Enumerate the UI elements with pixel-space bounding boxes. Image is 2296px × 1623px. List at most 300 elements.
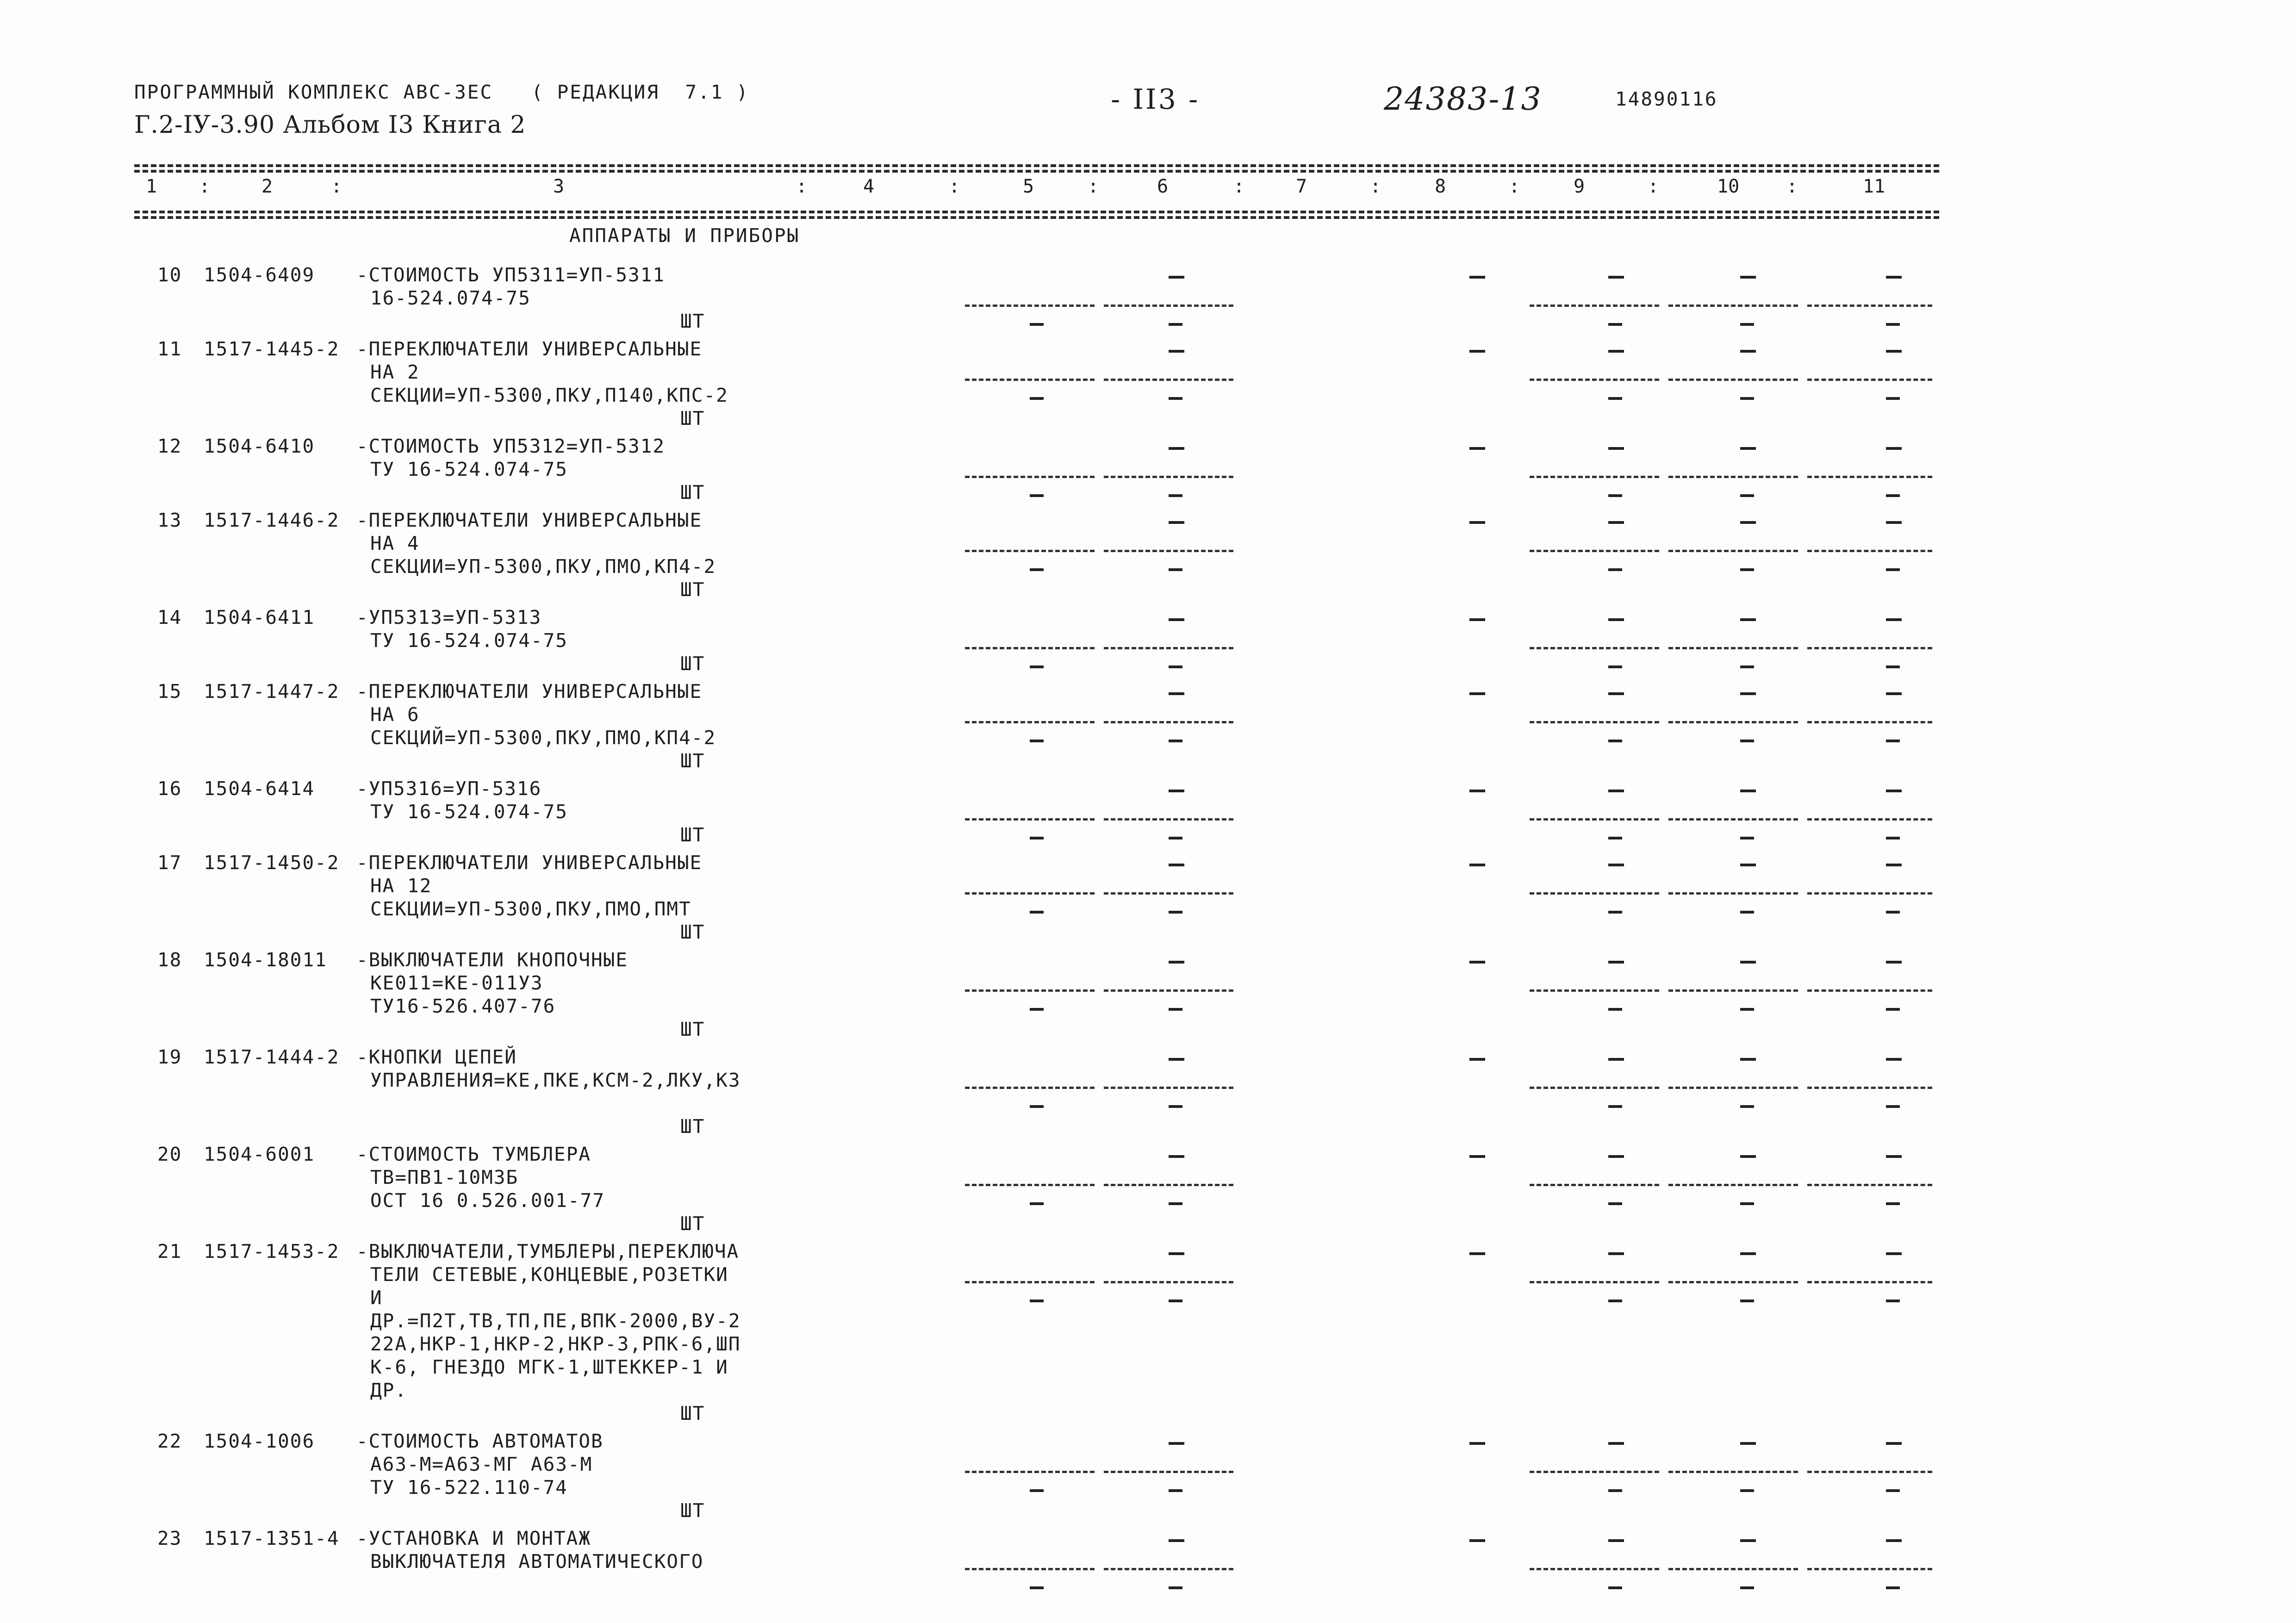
row-number: 14 — [157, 606, 182, 628]
dash-c8 — [1469, 1058, 1485, 1061]
dash-sub — [1169, 1105, 1182, 1108]
dash-c11 — [1886, 1155, 1902, 1158]
dash-sub — [1740, 1300, 1754, 1302]
value-underline — [1807, 476, 1932, 478]
dash-sub — [1740, 911, 1754, 914]
dash-sub — [1030, 323, 1044, 326]
description-line: ТЕЛИ СЕТЕВЫЕ,КОНЦЕВЫЕ,РОЗЕТКИ — [370, 1263, 728, 1286]
value-underline — [1104, 989, 1233, 992]
value-underline — [965, 892, 1095, 895]
value-underline — [1807, 305, 1932, 307]
dash-sub — [1169, 740, 1182, 742]
description-line: -УСТАНОВКА И МОНТАЖ — [356, 1527, 591, 1549]
value-underline — [1807, 1471, 1932, 1473]
dash-sub — [1608, 1202, 1622, 1205]
album-title: Г.2-IУ-3.90 Альбом I3 Книга 2 — [134, 111, 526, 139]
description-line: 22А,НКР-1,НКР-2,НКР-3,РПК-6,ШП — [370, 1333, 741, 1355]
dash-sub — [1030, 397, 1044, 400]
value-underline — [1807, 379, 1932, 381]
dash-c10 — [1740, 350, 1756, 353]
dash-c8 — [1469, 1155, 1485, 1158]
dash-c11 — [1886, 447, 1902, 450]
column-number-9: 9 — [1574, 176, 1585, 197]
dash-sub — [1169, 1489, 1182, 1492]
dash-c10 — [1740, 864, 1756, 866]
dash-sub — [1740, 1008, 1754, 1011]
dash-sub — [1030, 837, 1044, 839]
description-line: ТУ 16-524.074-75 — [370, 458, 568, 480]
unit-label: ШТ — [680, 1402, 705, 1424]
dash-sub — [1169, 837, 1182, 839]
description-line: УПРАВЛЕНИЯ=КЕ,ПКЕ,КСМ-2,ЛКУ,КЗ — [370, 1069, 741, 1091]
unit-label: ШТ — [680, 1499, 705, 1522]
dash-c11 — [1886, 1539, 1902, 1542]
dash-c11 — [1886, 1252, 1902, 1255]
description-line: ТУ 16-522.110-74 — [370, 1476, 568, 1499]
dash-sub — [1030, 568, 1044, 571]
row-number: 13 — [157, 509, 182, 531]
description-line: -СТОИМОСТЬ УП5311=УП-5311 — [356, 264, 666, 286]
dash-c8 — [1469, 864, 1485, 866]
description-line: -ВЫКЛЮЧАТЕЛИ КНОПОЧНЫЕ — [356, 949, 628, 971]
description-line: НА 2 — [370, 361, 420, 383]
value-underline — [1668, 1471, 1798, 1473]
column-separator: : — [1233, 176, 1245, 197]
dash-sub — [1608, 1008, 1622, 1011]
resource-code: 1504-6409 — [204, 264, 315, 286]
dash-sub — [1169, 568, 1182, 571]
description-line: -СТОИМОСТЬ ТУМБЛЕРА — [356, 1143, 591, 1165]
dash-sub — [1608, 1105, 1622, 1108]
dash-sub — [1030, 740, 1044, 742]
description-line: -СТОИМОСТЬ АВТОМАТОВ — [356, 1430, 604, 1452]
column-number-8: 8 — [1435, 176, 1446, 197]
value-underline — [1530, 818, 1659, 821]
row-number: 16 — [157, 777, 182, 800]
description-line: ТВ=ПВ1-10М3Б — [370, 1166, 519, 1188]
value-underline — [1530, 1184, 1659, 1186]
unit-label: ШТ — [680, 578, 705, 601]
dash-sub — [1886, 1202, 1900, 1205]
dash-sub — [1740, 837, 1754, 839]
unit-label: ШТ — [680, 1018, 705, 1040]
dash-sub — [1740, 740, 1754, 742]
description-line: ТУ 16-524.074-75 — [370, 801, 568, 823]
dash-c11 — [1886, 276, 1902, 279]
dash-sub — [1740, 568, 1754, 571]
row-number: 17 — [157, 852, 182, 874]
dash-c9 — [1608, 276, 1624, 279]
dash-sub — [1169, 1300, 1182, 1302]
value-underline — [1104, 305, 1233, 307]
column-number-1: 1 — [146, 176, 157, 197]
value-underline — [1807, 1087, 1932, 1089]
unit-label: ШТ — [680, 653, 705, 675]
value-underline — [1104, 818, 1233, 821]
resource-code: 1517-1450-2 — [204, 852, 340, 874]
value-underline — [1104, 1281, 1233, 1283]
dash-sub — [1886, 568, 1900, 571]
dash-c8 — [1469, 790, 1485, 792]
resource-code: 1517-1444-2 — [204, 1046, 340, 1068]
value-underline — [1530, 721, 1659, 723]
resource-code: 1517-1351-4 — [204, 1527, 340, 1549]
row-number: 11 — [157, 338, 182, 360]
dash-sub — [1030, 1202, 1044, 1205]
description-line: НА 6 — [370, 703, 420, 726]
value-underline — [1668, 892, 1798, 895]
table-top-rule-2 — [134, 170, 1939, 173]
program-title: ПРОГРАММНЫЙ КОМПЛЕКС АВС-ЗЕС ( РЕДАКЦИЯ 7.1 ) — [134, 81, 749, 103]
value-underline — [1104, 721, 1233, 723]
value-underline — [1530, 647, 1659, 649]
value-underline — [1530, 550, 1659, 552]
value-underline — [1668, 1568, 1798, 1570]
column-number-3: 3 — [553, 176, 565, 197]
dash-sub — [1740, 1489, 1754, 1492]
dash-sub — [1740, 665, 1754, 668]
value-underline — [1530, 476, 1659, 478]
dash-c9 — [1608, 864, 1624, 866]
dash-sub — [1740, 1202, 1754, 1205]
unit-label: ШТ — [680, 1115, 705, 1138]
value-underline — [1668, 1087, 1798, 1089]
dash-c10 — [1740, 1442, 1756, 1445]
dash-sub — [1169, 494, 1182, 497]
description-line: А63-М=А63-МГ А63-М — [370, 1453, 593, 1475]
value-underline — [1807, 989, 1932, 992]
unit-label: ШТ — [680, 1213, 705, 1235]
dash-c6 — [1169, 521, 1184, 524]
description-line: НА 12 — [370, 875, 432, 897]
row-number: 23 — [157, 1527, 182, 1549]
dash-c6 — [1169, 1155, 1184, 1158]
row-number: 10 — [157, 264, 182, 286]
value-underline — [1104, 476, 1233, 478]
dash-sub — [1030, 1008, 1044, 1011]
description-line: -КНОПКИ ЦЕПЕЙ — [356, 1046, 517, 1068]
column-separator: : — [949, 176, 960, 197]
unit-label: ШТ — [680, 921, 705, 943]
description-line: -СТОИМОСТЬ УП5312=УП-5312 — [356, 435, 666, 457]
dash-sub — [1608, 665, 1622, 668]
value-underline — [1104, 1184, 1233, 1186]
value-underline — [1807, 892, 1932, 895]
document-number: 24383-13 — [1384, 81, 1542, 118]
dash-sub — [1030, 1300, 1044, 1302]
table-top-rule — [134, 164, 1939, 167]
unit-label: ШТ — [680, 481, 705, 504]
dash-sub — [1169, 1202, 1182, 1205]
value-underline — [1530, 1087, 1659, 1089]
dash-c6 — [1169, 276, 1184, 279]
value-underline — [1104, 1471, 1233, 1473]
description-line: ТУ 16-524.074-75 — [370, 629, 568, 652]
dash-c8 — [1469, 276, 1485, 279]
dash-c9 — [1608, 1252, 1624, 1255]
dash-c11 — [1886, 961, 1902, 964]
value-underline — [1668, 379, 1798, 381]
value-underline — [1807, 721, 1932, 723]
dash-c10 — [1740, 790, 1756, 792]
column-header-rule-2 — [134, 216, 1939, 219]
column-separator: : — [199, 176, 211, 197]
row-number: 15 — [157, 680, 182, 703]
dash-c10 — [1740, 521, 1756, 524]
value-underline — [1668, 550, 1798, 552]
description-line: СЕКЦИИ=УП-5300,ПКУ,ПМО,КП4-2 — [370, 555, 716, 578]
dash-sub — [1030, 1105, 1044, 1108]
dash-sub — [1608, 1300, 1622, 1302]
description-line: -ПЕРЕКЛЮЧАТЕЛИ УНИВЕРСАЛЬНЫЕ — [356, 338, 703, 360]
row-number: 22 — [157, 1430, 182, 1452]
description-line: СЕКЦИИ=УП-5300,ПКУ,ПМО,ПМТ — [370, 898, 691, 920]
column-number-10: 10 — [1717, 176, 1740, 197]
dash-c9 — [1608, 1539, 1624, 1542]
dash-sub — [1886, 665, 1900, 668]
column-separator: : — [331, 176, 342, 197]
resource-code: 1504-6001 — [204, 1143, 315, 1165]
unit-label: ШТ — [680, 750, 705, 772]
dash-sub — [1608, 323, 1622, 326]
value-underline — [1668, 476, 1798, 478]
value-underline — [1807, 1281, 1932, 1283]
unit-label: ШТ — [680, 824, 705, 846]
value-underline — [1530, 1281, 1659, 1283]
description-line: ДР.=П2Т,ТВ,ТП,ПЕ,ВПК-2000,ВУ-2 — [370, 1310, 741, 1332]
value-underline — [1807, 550, 1932, 552]
description-line: -ПЕРЕКЛЮЧАТЕЛИ УНИВЕРСАЛЬНЫЕ — [356, 509, 703, 531]
dash-c9 — [1608, 1442, 1624, 1445]
description-line: ДР. — [370, 1379, 408, 1401]
dash-sub — [1608, 568, 1622, 571]
column-separator: : — [1509, 176, 1520, 197]
value-underline — [1530, 379, 1659, 381]
resource-code: 1517-1446-2 — [204, 509, 340, 531]
resource-code: 1504-6410 — [204, 435, 315, 457]
dash-c11 — [1886, 1442, 1902, 1445]
value-underline — [1530, 1568, 1659, 1570]
value-underline — [965, 647, 1095, 649]
value-underline — [965, 1281, 1095, 1283]
column-number-2: 2 — [261, 176, 273, 197]
dash-c10 — [1740, 961, 1756, 964]
dash-c9 — [1608, 447, 1624, 450]
value-underline — [1530, 989, 1659, 992]
dash-sub — [1169, 397, 1182, 400]
dash-c10 — [1740, 447, 1756, 450]
value-underline — [1530, 305, 1659, 307]
dash-c8 — [1469, 521, 1485, 524]
dash-sub — [1169, 665, 1182, 668]
dash-sub — [1608, 1489, 1622, 1492]
dash-sub — [1608, 397, 1622, 400]
column-number-11: 11 — [1863, 176, 1885, 197]
dash-c6 — [1169, 350, 1184, 353]
description-line: СЕКЦИЙ=УП-5300,ПКУ,ПМО,КП4-2 — [370, 727, 716, 749]
dash-c9 — [1608, 521, 1624, 524]
dash-c9 — [1608, 692, 1624, 695]
unit-label: ШТ — [680, 407, 705, 429]
value-underline — [1807, 818, 1932, 821]
dash-c8 — [1469, 618, 1485, 621]
description-line: -УП5313=УП-5313 — [356, 606, 542, 628]
dash-c11 — [1886, 864, 1902, 866]
description-line: КЕ011=КЕ-011УЗ — [370, 972, 543, 994]
dash-c8 — [1469, 1252, 1485, 1255]
dash-c9 — [1608, 350, 1624, 353]
description-line: ОСТ 16 0.526.001-77 — [370, 1189, 605, 1212]
value-underline — [1807, 1184, 1932, 1186]
dash-sub — [1886, 740, 1900, 742]
value-underline — [1668, 721, 1798, 723]
dash-sub — [1886, 1300, 1900, 1302]
row-number: 12 — [157, 435, 182, 457]
dash-c9 — [1608, 961, 1624, 964]
dash-sub — [1169, 1586, 1182, 1589]
resource-code: 1517-1453-2 — [204, 1240, 340, 1262]
dash-c11 — [1886, 692, 1902, 695]
value-underline — [1668, 818, 1798, 821]
dash-sub — [1886, 1008, 1900, 1011]
description-line: -ВЫКЛЮЧАТЕЛИ,ТУМБЛЕРЫ,ПЕРЕКЛЮЧА — [356, 1240, 740, 1262]
dash-sub — [1030, 665, 1044, 668]
dash-sub — [1030, 1489, 1044, 1492]
unit-label: ШТ — [680, 310, 705, 332]
description-line: -ПЕРЕКЛЮЧАТЕЛИ УНИВЕРСАЛЬНЫЕ — [356, 680, 703, 703]
dash-c8 — [1469, 1442, 1485, 1445]
dash-c8 — [1469, 1539, 1485, 1542]
value-underline — [965, 818, 1095, 821]
dash-sub — [1740, 397, 1754, 400]
dash-sub — [1169, 323, 1182, 326]
dash-c9 — [1608, 1155, 1624, 1158]
dash-c6 — [1169, 790, 1184, 792]
dash-c6 — [1169, 447, 1184, 450]
dash-sub — [1169, 911, 1182, 914]
dash-c10 — [1740, 1539, 1756, 1542]
dash-c9 — [1608, 1058, 1624, 1061]
value-underline — [1104, 379, 1233, 381]
dash-sub — [1740, 494, 1754, 497]
dash-sub — [1886, 494, 1900, 497]
dash-c8 — [1469, 447, 1485, 450]
dash-sub — [1030, 911, 1044, 914]
document-code: 14890116 — [1615, 88, 1718, 110]
dash-c6 — [1169, 864, 1184, 866]
value-underline — [1668, 1281, 1798, 1283]
dash-c10 — [1740, 1058, 1756, 1061]
dash-sub — [1608, 837, 1622, 839]
value-underline — [1668, 305, 1798, 307]
value-underline — [965, 305, 1095, 307]
value-underline — [1104, 647, 1233, 649]
dash-c6 — [1169, 1442, 1184, 1445]
dash-c6 — [1169, 1252, 1184, 1255]
value-underline — [965, 1087, 1095, 1089]
value-underline — [965, 1471, 1095, 1473]
dash-sub — [1886, 837, 1900, 839]
dash-c10 — [1740, 1252, 1756, 1255]
resource-code: 1517-1447-2 — [204, 680, 340, 703]
value-underline — [1807, 647, 1932, 649]
column-number-4: 4 — [863, 176, 875, 197]
column-separator: : — [1786, 176, 1798, 197]
resource-code: 1517-1445-2 — [204, 338, 340, 360]
value-underline — [965, 1568, 1095, 1570]
value-underline — [1530, 1471, 1659, 1473]
dash-sub — [1886, 911, 1900, 914]
value-underline — [965, 721, 1095, 723]
value-underline — [1104, 1568, 1233, 1570]
dash-sub — [1886, 397, 1900, 400]
description-line: НА 4 — [370, 532, 420, 554]
dash-c11 — [1886, 790, 1902, 792]
dash-sub — [1608, 1586, 1622, 1589]
resource-code: 1504-18011 — [204, 949, 327, 971]
row-number: 21 — [157, 1240, 182, 1262]
dash-sub — [1740, 1105, 1754, 1108]
dash-sub — [1886, 323, 1900, 326]
dash-sub — [1608, 494, 1622, 497]
dash-sub — [1886, 1489, 1900, 1492]
dash-c6 — [1169, 1058, 1184, 1061]
dash-c11 — [1886, 521, 1902, 524]
resource-code: 1504-6411 — [204, 606, 315, 628]
dash-c11 — [1886, 1058, 1902, 1061]
dash-c9 — [1608, 790, 1624, 792]
description-line: И — [370, 1287, 383, 1309]
section-title: АППАРАТЫ И ПРИБОРЫ — [569, 224, 800, 247]
resource-code: 1504-6414 — [204, 777, 315, 800]
description-line: -УП5316=УП-5316 — [356, 777, 542, 800]
dash-c11 — [1886, 350, 1902, 353]
dash-c8 — [1469, 692, 1485, 695]
row-number: 19 — [157, 1046, 182, 1068]
value-underline — [1104, 892, 1233, 895]
column-number-5: 5 — [1023, 176, 1034, 197]
column-separator: : — [1648, 176, 1659, 197]
description-line: -ПЕРЕКЛЮЧАТЕЛИ УНИВЕРСАЛЬНЫЕ — [356, 852, 703, 874]
value-underline — [965, 989, 1095, 992]
column-number-6: 6 — [1157, 176, 1169, 197]
value-underline — [1668, 1184, 1798, 1186]
column-separator: : — [1370, 176, 1381, 197]
column-header-rule — [134, 211, 1939, 213]
dash-c10 — [1740, 1155, 1756, 1158]
dash-c6 — [1169, 961, 1184, 964]
dash-c9 — [1608, 618, 1624, 621]
dash-c10 — [1740, 276, 1756, 279]
dash-c6 — [1169, 618, 1184, 621]
value-underline — [1668, 989, 1798, 992]
value-underline — [1668, 647, 1798, 649]
dash-sub — [1740, 1586, 1754, 1589]
description-line: ТУ16-526.407-76 — [370, 995, 556, 1017]
resource-code: 1504-1006 — [204, 1430, 315, 1452]
dash-c6 — [1169, 692, 1184, 695]
dash-c11 — [1886, 618, 1902, 621]
description-line: СЕКЦИИ=УП-5300,ПКУ,П140,КПС-2 — [370, 384, 728, 406]
dash-sub — [1740, 323, 1754, 326]
dash-sub — [1608, 911, 1622, 914]
dash-c10 — [1740, 692, 1756, 695]
description-line: К-6, ГНЕЗДО МГК-1,ШТЕККЕР-1 И — [370, 1356, 728, 1378]
dash-sub — [1886, 1105, 1900, 1108]
dash-sub — [1608, 740, 1622, 742]
value-underline — [1807, 1568, 1932, 1570]
row-number: 20 — [157, 1143, 182, 1165]
